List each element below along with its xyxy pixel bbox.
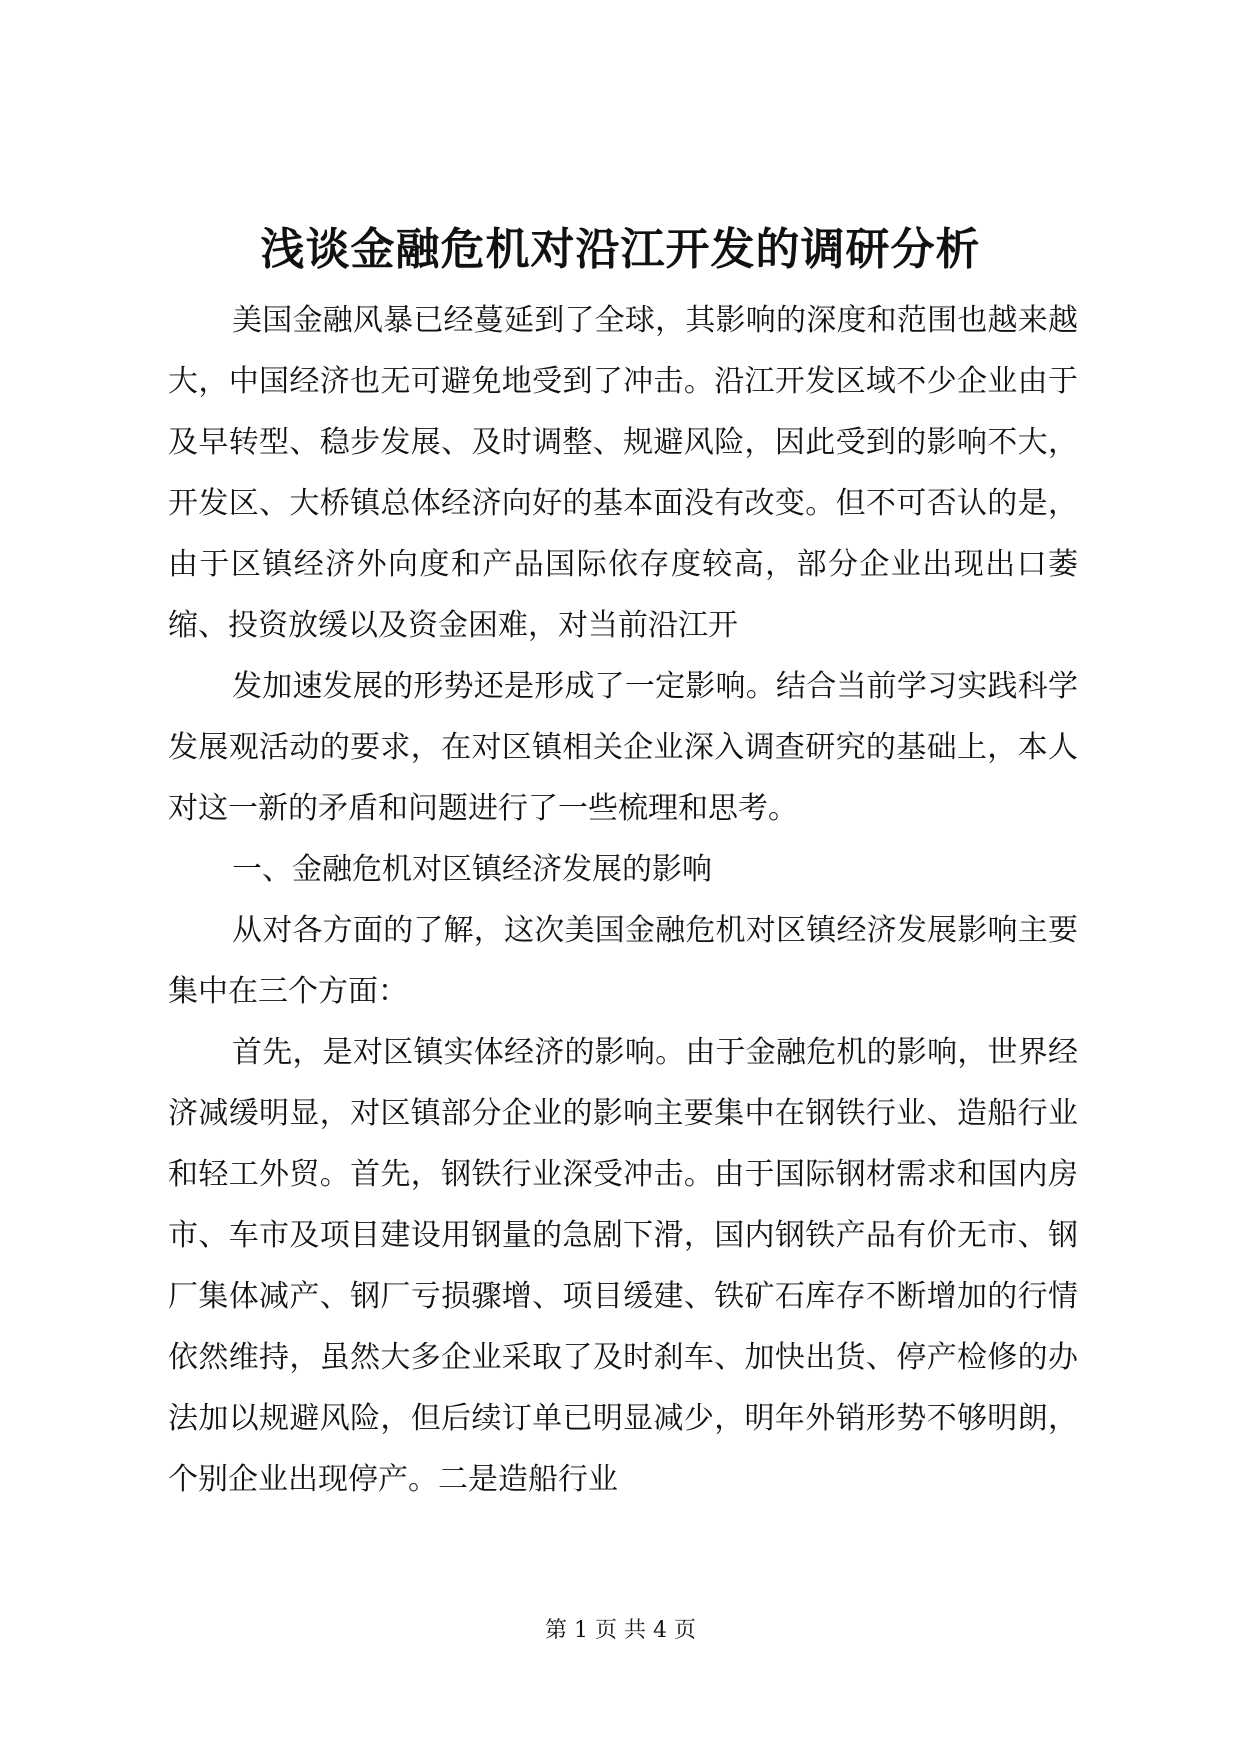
document-body <box>168 290 1078 1510</box>
page-footer: 第 1 页 共 4 页 <box>545 1618 696 1643</box>
paragraph-intro: 美国金融风暴已经蔓延到了全球，其影响的深度和范围也越来越大，中国经济也无可避免地受到了冲击。沿江开发区域不少企业由于及早转型、稳步发展、及时调整、规避风险，因此受到的影响不大，开发区、大桥镇总体经济向好的基本面没有改变。但不可否认的是，由于区镇经济外向度和产品国际依存度较高，部分企业出现出口萎缩、投资放缓以及资金困难，对当前沿江开 <box>168 303 1078 643</box>
paragraph-overview: 从对各方面的了解，这次美国金融危机对区镇经济发展影响主要集中在三个方面： <box>168 913 1078 1009</box>
section-heading: 一、金融危机对区镇经济发展的影响 <box>232 852 712 887</box>
paragraph-continuation: 发加速发展的形势还是形成了一定影响。结合当前学习实践科学发展观活动的要求，在对区镇相关企业深入调查研究的基础上，本人对这一新的矛盾和问题进行了一些梳理和思考。 <box>168 669 1078 826</box>
document-title: 浅谈金融危机对沿江开发的调研分析 <box>260 224 981 275</box>
paragraph-real-economy: 首先，是对区镇实体经济的影响。由于金融危机的影响，世界经济减缓明显，对区镇部分企业的影响主要集中在钢铁行业、造船行业和轻工外贸。首先，钢铁行业深受冲击。由于国际钢材需求和国内房市、车市及项目建设用钢量的急剧下滑，国内钢铁产品有价无市、钢厂集体减产、钢厂亏损骤增、项目缓建、铁矿石库存不断增加的行情依然维持，虽然大多企业采取了及时刹车、加快出货、停产检修的办法加以规避风险，但后续订单已明显减少，明年外销形势不够明朗，个别企业出现停产。二是造船行业 <box>168 1035 1078 1497</box>
